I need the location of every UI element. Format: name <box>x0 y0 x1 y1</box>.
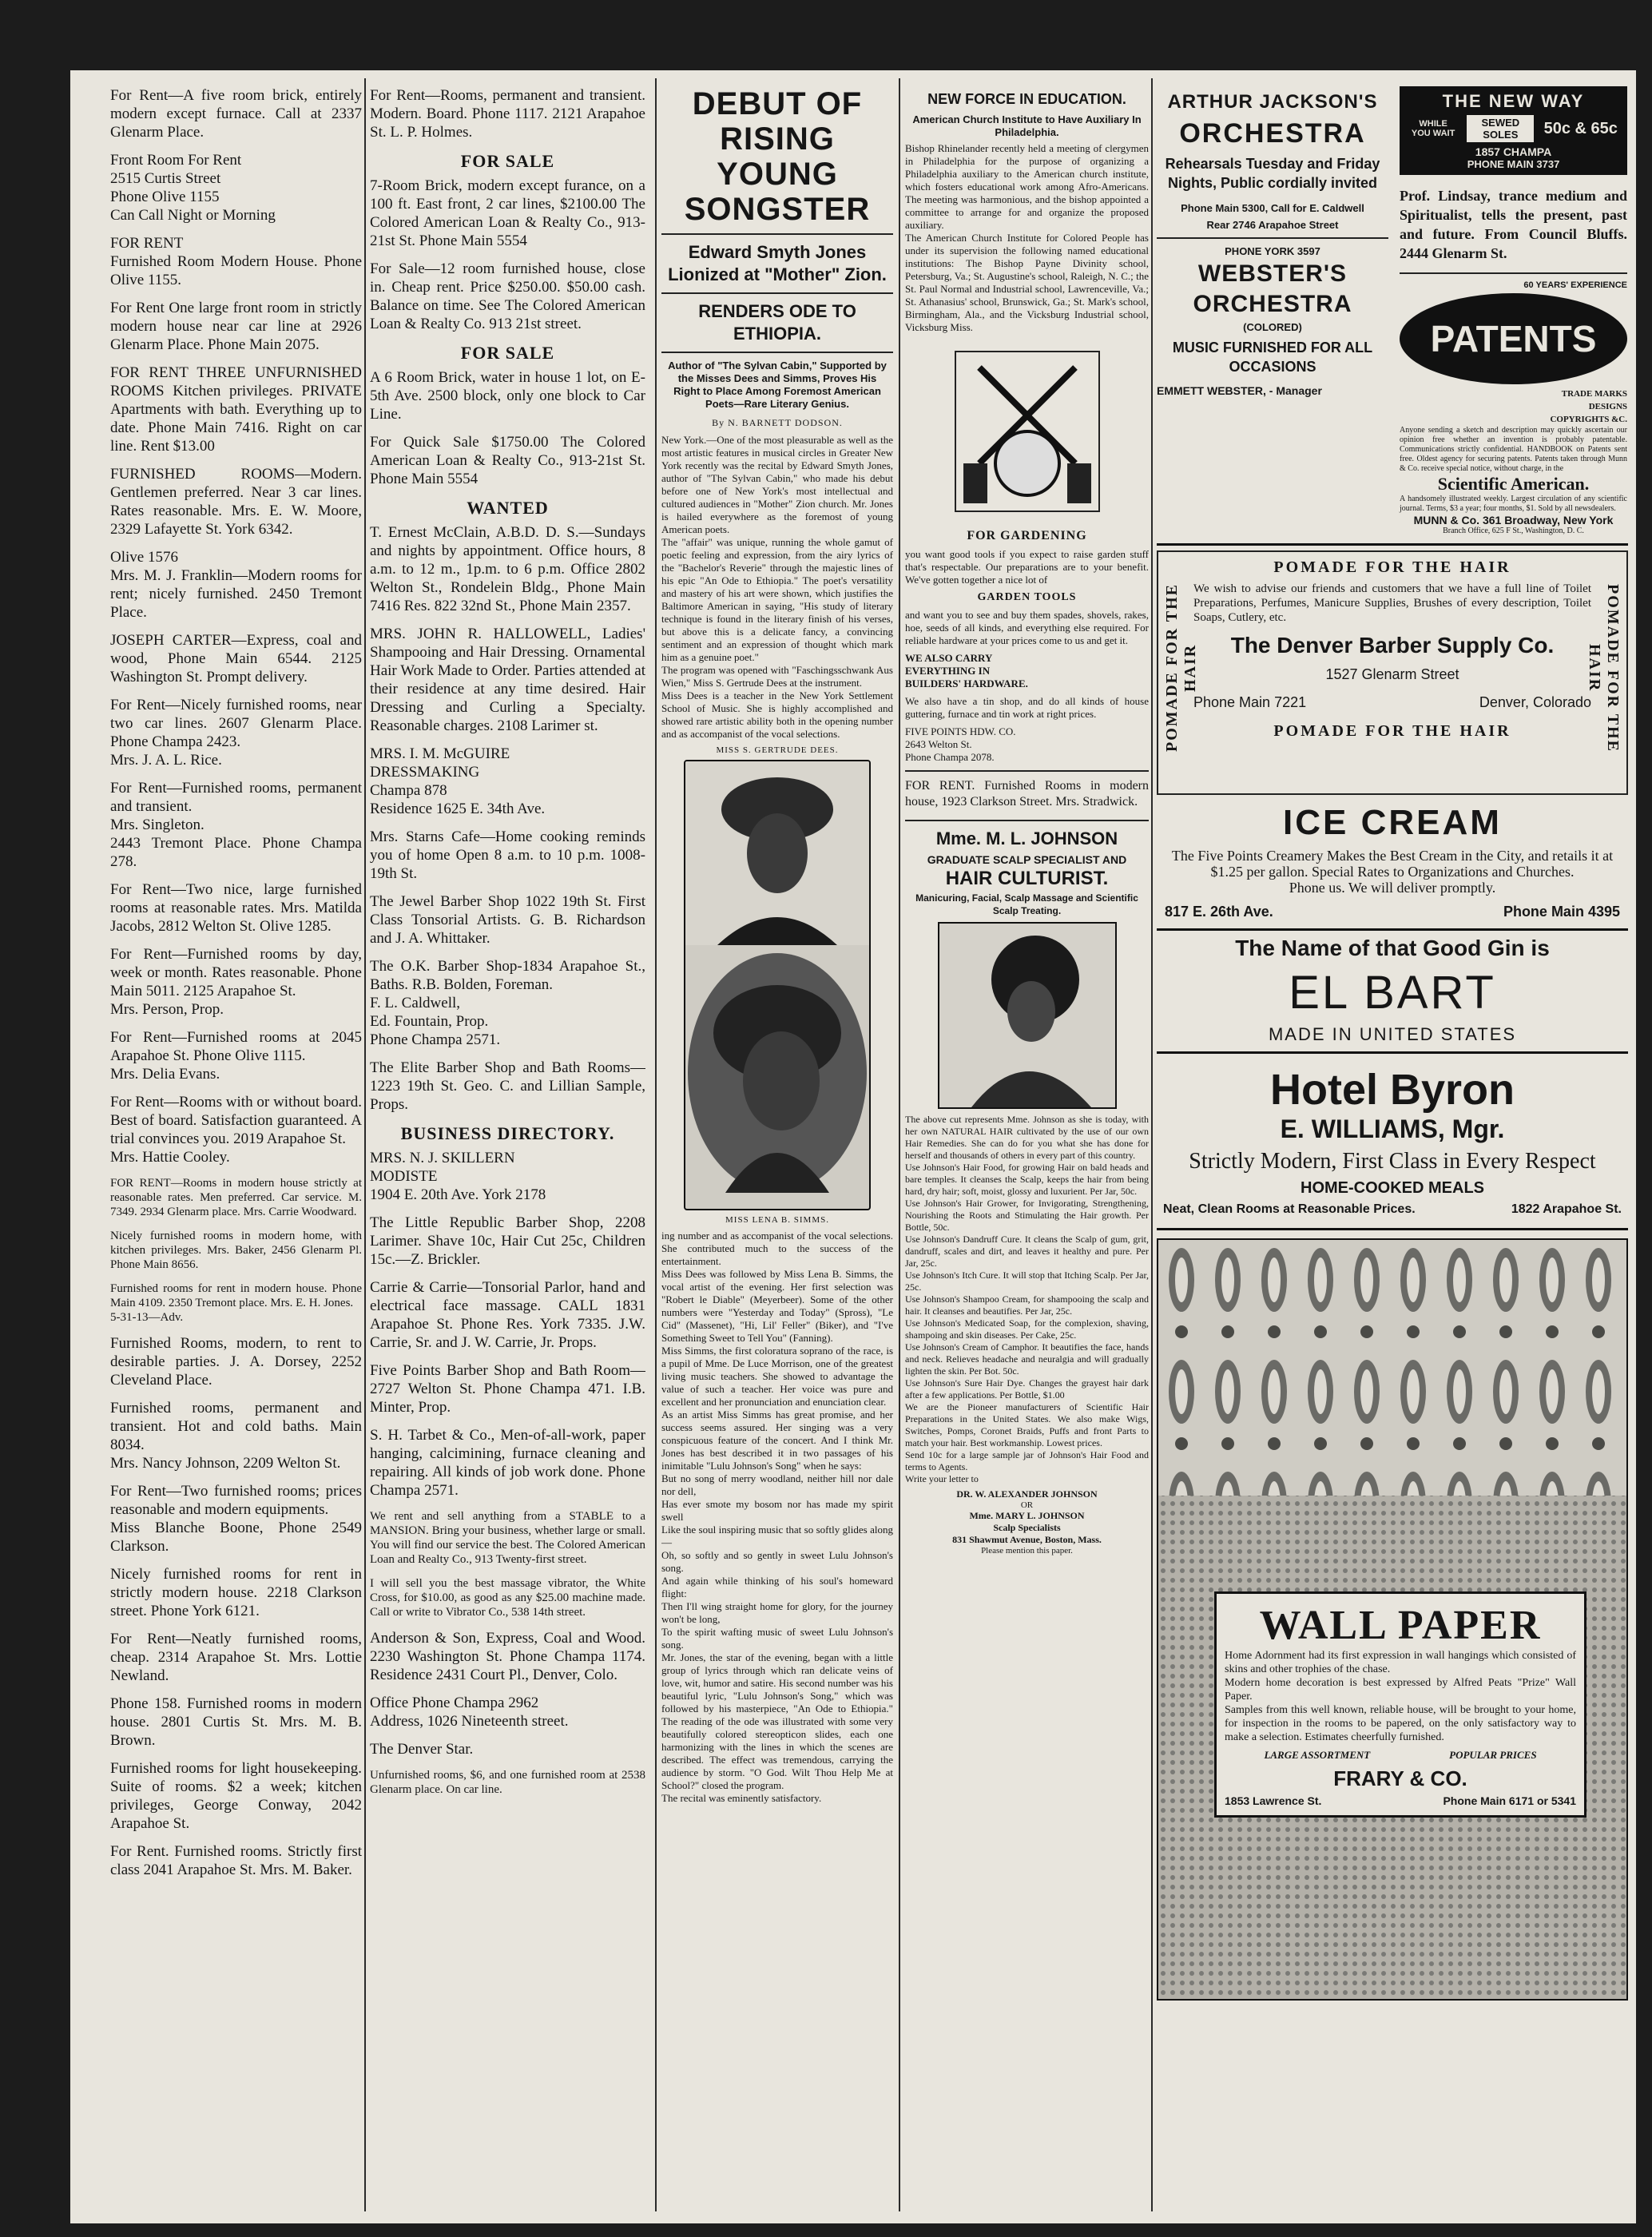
johnson-mention: Please mention this paper. <box>981 1546 1073 1556</box>
patents-marks: TRADE MARKS DESIGNS COPYRIGHTS &C. <box>1550 389 1627 424</box>
divider <box>1400 272 1627 274</box>
classified-ad: Furnished rooms, permanent and transient. Hot and cold baths. Main 8034. Mrs. Nancy Johnson, 2209 Welton St. <box>110 1400 362 1472</box>
hotel-ad <box>1157 1060 1628 1222</box>
classified-ad: For Rent—Two nice, large furnished rooms at reasonable rates. Mrs. Matilda Jacobs, 2812 Welton St. Olive 1285. <box>110 881 362 935</box>
orchestra-title: ORCHESTRA <box>1193 291 1352 317</box>
business-ad: S. H. Tarbet & Co., Men-of-all-work, paper hanging, calcimining, furnace cleaning and repairing. All kinds of job work done. Phone Champa 2571. <box>370 1427 645 1499</box>
portrait-photo <box>684 760 871 1210</box>
column-rule <box>655 78 657 2211</box>
wall-paper-assortment: LARGE ASSORTMENT <box>1264 1749 1371 1761</box>
wall-paper-ad <box>1157 1238 1628 2001</box>
patents-branch: Branch Office, 625 F St., Washington, D. C. <box>1443 526 1584 535</box>
ice-cream-address: 817 E. 26th Ave. <box>1165 904 1273 920</box>
article-headline: DEBUT OF RISING YOUNG SONGSTER <box>684 86 871 227</box>
orchestra-name: WEBSTER'S <box>1197 260 1348 287</box>
hotel-address: 1822 Arapahoe St. <box>1511 1202 1622 1216</box>
pomade-phone: Phone Main 7221 <box>1193 694 1307 710</box>
johnson-specialists: Scalp Specialists <box>993 1522 1061 1533</box>
johnson-title: HAIR CULTURIST. <box>945 868 1109 889</box>
for-sale-ad: A 6 Room Brick, water in house 1 lot, on E-5th Ave. 2500 block, only one block to Car Line. <box>370 369 645 423</box>
portrait-illustration-icon <box>939 924 1115 1107</box>
business-ad: The O.K. Barber Shop-1834 Arapahoe St., Baths. R.B. Bolden, Foreman. F. L. Caldwell, Ed. Fountain, Prop. Phone Champa 2571. <box>370 958 645 1048</box>
patents-ad <box>1400 280 1627 535</box>
classified-ad-small: FOR RENT—Rooms in modern house strictly at reasonable rates. Men preferred. Car service. M. 7349. 2934 Glenarm place. Mrs. Carrie Woodward. <box>110 1177 362 1218</box>
gin-line: The Name of that Good Gin is <box>1235 936 1550 960</box>
gin-name: EL BART <box>1289 967 1496 1019</box>
business-ad: Mrs. Starns Cafe—Home cooking reminds you of home Open 8 a.m. to 10 p.m. 1008-19th St. <box>370 828 645 882</box>
johnson-portrait <box>938 922 1117 1109</box>
new-way-wait: WHILE YOU WAIT <box>1411 119 1455 138</box>
orchestra-manager: EMMETT WEBSTER, - Manager <box>1157 384 1322 397</box>
pomade-ad <box>1157 550 1628 795</box>
patents-body: A handsomely illustrated weekly. Largest circulation of any scientific journal. Terms, $3 a year; four months, $1. Sold by all newsdealers. <box>1400 495 1627 513</box>
pomade-side-label: POMADE FOR THE HAIR <box>1586 583 1622 753</box>
gin-ad <box>1157 936 1628 1045</box>
patents-scientific-american: Scientific American. <box>1437 474 1590 494</box>
wall-paper-firm: FRARY & CO. <box>1333 1766 1467 1790</box>
garden-heading: FOR GARDENING <box>967 529 1087 542</box>
johnson-address: 831 Shawmut Avenue, Boston, Mass. <box>952 1534 1102 1545</box>
side-ads <box>1400 86 1627 535</box>
wall-paper-prices: POPULAR PRICES <box>1449 1749 1537 1761</box>
classified-ad: Nicely furnished rooms for rent in strictly modern house. 2218 Clarkson street. Phone York 6121. <box>110 1566 362 1619</box>
wall-paper-address: 1853 Lawrence St. <box>1225 1794 1322 1807</box>
column-education-ads <box>905 86 1149 2211</box>
johnson-body: The above cut represents Mme. Johnson as she is today, with her own NATURAL HAIR cultivated by the use of our own Hair Remedies. She can do for you what she has done for herself and thousands of others in every part of this country. Use Johnson's Hair Food, for growing Hair on bald heads and bare temples. It cleanses the Scalp, keeps the hair from being hard, dry hair; soft, moist, glossy and luxurient. Per Jar, 50c. Use Johnson's Hair Grower, for Invigorating, Strengthening, Nourishing the Roots and Stimulating the Hair growth. Per Bottle, 50c. Use Johnson's Dandruff Cure. It cleans the Scalp of gum, grit, dandruff, scales and dirt, and leaves it healthy and pure. Per Jar, 25c. Use Johnson's Itch Cure. It will stop that Itching Scalp. Per Jar, 25c. Use Johnson's Shampoo Cream, for shampooing the scalp and hair. It cleanses and beautifies. Per Jar, 25c. Use Johnson's Medicated Soap, for the complexion, shaving, shampoing and skin diseases. Per Cake, 25c. Use Johnson's Cream of Camphor. It beautifies the face, hands and neck. Relieves headache and neuralgia and will gradually lighten the skin. Per Bot. 50c. Use Johnson's Sure Hair Dye. Changes the grayest hair dark after a few applications. Per Bottle, $1.00 We are the Pioneer manufacturers of Scientific Hair Preparations in the United States. We also make Wigs, Switches, Pomps, Coronet Braids, Puffs and front Parts to match your hair. Best workmanship. Lowest prices. Send 10c for a large sample jar of Johnson's Hair Food and terms to Agents. Write your letter to <box>905 1114 1149 1484</box>
orchestra-address: Rear 2746 Arapahoe Street <box>1206 219 1339 231</box>
article-body: ing number and as accompanist of the vocal selections. She contributed much to the success of the entertainment. Miss Dees was followed by Miss Lena B. Simms, the vocal artist of the evening. Her first selection was "Robert le Diable" (Meyerbeer). Some of the other numbers were "Yesterday and Today" (Spross), "Le Cid" (Massenet), "Hi, Lil' Feller" (Biker), and "I've Something Sweet to Tell You" (Fanning). Miss Simms, the first coloratura soprano of the race, is a pupil of Mme. De Luce Morrison, one of the greatest living music teachers. She showed to advantage the value of such a teacher. Her voice was pure and excellent and her pronunciation and enunciation clear. As an artist Miss Simms has great promise, and her success seems assured. Her singing was a very conspicuous feature of the concert. And I think Mr. Jones has best described it in two passages of his inimitable "Lulu Johnson's Song" when he says: But no song of merry woodland, neither hill nor dale nor dell, Has ever smote my bosom nor has made my spirit swell Like the soul inspiring music that so softly glides along— Oh, so softly and so gently in sweet Lulu Johnson's song. And again while thinking of his soul's homeward flight: Then I'll wing straight home for glory, for the journey won't be long, To the spirit wafting music of sweet Lulu Johnson's song. Mr. Jones, the star of the evening, began with a little group of lyrics through which ran delicate veins of love, wit, humor and satire. His second number was his beautiful lyric, "Lulu Johnson's Song," which was followed by his masterpiece, "An Ode to Ethiopia." The reading of the ode was illustrated with some very beautifully colored stereopticon slides, each one harmonizing with the lines in which the scenes are described. The effect was tremendous, carrying the audience by storm. "O God. Wilt Thou Help Me at School?" closed the program. The recital was eminently satisfactory. <box>661 1230 893 1804</box>
classified-ad: For Rent. Furnished rooms. Strictly first class 2041 Arapahoe St. Mrs. M. Baker. <box>110 1843 362 1878</box>
business-ad: Five Points Barber Shop and Bath Room—2727 Welton St. Phone Champa 471. I.B. Minter, Prop. <box>370 1362 645 1416</box>
business-ad: The Elite Barber Shop and Bath Rooms—1223 19th St. Geo. C. and Lillian Sample, Props. <box>370 1059 645 1113</box>
business-ad: The Little Republic Barber Shop, 2208 Larimer. Shave 10c, Hair Cut 25c, Children 15c.—Z. Brickler. <box>370 1214 645 1268</box>
new-way-address: 1857 CHAMPA <box>1475 145 1552 158</box>
divider <box>661 292 893 294</box>
column-rule <box>899 78 900 2211</box>
orchestra-name: ARTHUR JACKSON'S <box>1167 91 1378 113</box>
business-ad: Office Phone Champa 2962 Address, 1026 Nineteenth street. <box>370 1695 569 1730</box>
new-way-ad <box>1400 86 1627 175</box>
ice-cream-phone: Phone Main 4395 <box>1503 904 1620 920</box>
johnson-address: DR. W. ALEXANDER JOHNSON <box>956 1488 1098 1500</box>
pomade-city: Denver, Colorado <box>1479 694 1591 710</box>
classified-ad: For Rent—Furnished rooms at 2045 Arapahoe St. Phone Olive 1115. Mrs. Delia Evans. <box>110 1029 362 1083</box>
classified-ad: For Rent—Furnished rooms by day, week or month. Rates reasonable. Phone Main 5011. 2125 Arapahoe St. Mrs. Person, Prop. <box>110 946 362 1018</box>
wall-paper-body: Home Adornment had its first expression in wall hangings which consisted of skins and other trophies of the chase. Modern home decoration is best expressed by Alfred Peats "Prize" Wall Paper. Samples from this well known, reliable house, will be brought to your home, for inspection in the rooms to be papered, on the only satisfactory way to make a selection. Estimates cheerfully furnished. <box>1225 1650 1576 1743</box>
column-rule <box>364 78 366 2211</box>
orchestra-body: MUSIC FURNISHED FOR ALL OCCASIONS <box>1172 340 1373 375</box>
classified-ad-small: We rent and sell anything from a STABLE to a MANSION. Bring your business, whether large or small. You will find our service the best. The Colored American Loan and Realty Co., 913 Twenty-first street. <box>370 1510 645 1566</box>
orchestra-phone: Phone Main 5300, Call for E. Caldwell <box>1181 202 1364 214</box>
orchestra-colored: (COLORED) <box>1243 321 1302 333</box>
wall-paper-title: WALL PAPER <box>1259 1603 1542 1648</box>
classified-ad: For Rent—Rooms with or without board. Best of board. Satisfaction guaranteed. A trial convinces you. 2019 Arapahoe St. Mrs. Hattie Cooley. <box>110 1094 362 1166</box>
lindsay-ad: Prof. Lindsay, trance medium and Spiritualist, tells the present, past and future. From Council Bluffs. 2444 Glenarm St. <box>1400 188 1627 261</box>
newspaper-page <box>70 70 1636 2223</box>
business-directory-heading: BUSINESS DIRECTORY. <box>400 1123 615 1143</box>
orchestra-body: Rehearsals Tuesday and Friday Nights, Public cordially invited <box>1165 156 1380 191</box>
classified-ad: Furnished Rooms, modern, to rent to desirable parties. J. A. Dorsey, 2252 Cleveland Place. <box>110 1335 362 1389</box>
business-ad: MRS. I. M. McGUIRE DRESSMAKING Champa 878 Residence 1625 E. 34th Ave. <box>370 745 546 817</box>
classified-ad: Phone 158. Furnished rooms in modern house. 2801 Curtis St. Mrs. M. B. Brown. <box>110 1695 362 1749</box>
column-rule <box>1151 78 1153 2211</box>
johnson-name: Mme. M. L. JOHNSON <box>935 828 1118 848</box>
patents-title: PATENTS <box>1400 293 1627 384</box>
portrait-illustration-icon <box>685 761 869 1209</box>
photo-caption: MISS LENA B. SIMMS. <box>725 1215 829 1225</box>
johnson-services: Manicuring, Facial, Scalp Massage and Scientific Scalp Treating. <box>915 892 1138 916</box>
johnson-address: OR <box>1020 1500 1034 1510</box>
orchestra-phone: PHONE YORK 3597 <box>1225 245 1320 257</box>
for-rent-ad: FOR RENT. Furnished Rooms in modern house, 1923 Clarkson Street. Mrs. Stradwick. <box>905 779 1149 809</box>
article-byline: By N. BARNETT DODSON. <box>712 417 843 428</box>
classified-ad: For Rent One large front room in strictly modern house near car line at 2926 Glenarm Place. Phone Main 2075. <box>110 300 362 353</box>
garden-tools-illustration <box>939 344 1115 519</box>
johnson-title: GRADUATE SCALP SPECIALIST AND <box>927 853 1127 866</box>
article-body: Bishop Rhinelander recently held a meeting of clergymen in Philadelphia for the purpose of organizing a Philadelphia auxiliary to the American church institute, which fosters educational work among Afro-Americans. The meeting was harmonious, and the bishop appointed a committee to arrange for and organize the proposed auxiliary. The American Church Institute for Colored People has under its supervision the following named educational institutions: The Bishop Payne Divinity school, Petersburg, Va.; St. Augustine's school, Raleigh, N. C.; the St. Paul Normal and Industrial school, Lawrenceville, Va.; St. Athanasius' school, Brunswick, Ga.; St. Mark's school, Birmingham, Ala., and the Vicksburg Industrial school, Vicksburg Miss. <box>905 142 1149 333</box>
classified-ad: For Rent—Two furnished rooms; prices reasonable and modern equipments. Miss Blanche Boone, Phone 2549 Clarkson. <box>110 1483 362 1555</box>
garden-tools-icon <box>939 344 1115 519</box>
article-subheadline: RENDERS ODE TO ETHIOPIA. <box>698 301 856 344</box>
classified-ad: JOSEPH CARTER—Express, coal and wood, Phone Main 6544. 2125 Washington St. Prompt delivery. <box>110 632 362 685</box>
business-ad: The Jewel Barber Shop 1022 19th St. First Class Tonsorial Artists. G. B. Richardson and J. A. Whittaker. <box>370 893 645 947</box>
pomade-company: The Denver Barber Supply Co. <box>1230 633 1555 658</box>
quick-sale-ad: For Quick Sale $1750.00 The Colored American Loan & Realty Co., 913-21st St. Phone Main 5554 <box>370 434 645 487</box>
ice-cream-title: ICE CREAM <box>1283 803 1502 842</box>
classified-ad-small: Unfurnished rooms, $6, and one furnished room at 2538 Glenarm place. On car line. <box>370 1769 645 1796</box>
new-way-soles: SEWED SOLES <box>1467 115 1534 142</box>
classified-ad: FOR RENT Furnished Room Modern House. Phone Olive 1155. <box>110 235 362 288</box>
new-way-phone: PHONE MAIN 3737 <box>1467 158 1560 170</box>
hotel-tagline: Strictly Modern, First Class in Every Respect <box>1189 1149 1596 1174</box>
business-ad: MRS. N. J. SKILLERN MODISTE 1904 E. 20th Ave. York 2178 <box>370 1150 546 1203</box>
divider <box>905 770 1149 772</box>
classified-ad: FURNISHED ROOMS—Modern. Gentlemen preferred. Near 3 car lines. Rates reasonable. Mrs. E. W. Moore, 2329 Lafayette St. York 6342. <box>110 466 362 538</box>
divider <box>661 233 893 235</box>
for-sale-ad: 7-Room Brick, modern except furance, on a 100 ft. East front, 2 car lines, $2100.00 The Colored American Loan & Realty Co., 913-21st St. Phone Main 5554 <box>370 177 645 249</box>
garden-tools-heading: GARDEN TOOLS <box>977 591 1077 603</box>
ice-cream-body: The Five Points Creamery Makes the Best Cream in the City, and retails it at $1.25 per gallon. Special Rates to Organizations and Churches. Phone us. We will deliver promptly. <box>1171 848 1614 896</box>
article-deck: American Church Institute to Have Auxiliary In Philadelphia. <box>912 113 1142 138</box>
classified-ad: Olive 1576 Mrs. M. J. Franklin—Modern rooms for rent; nicely furnished. 2450 Tremont Place. <box>110 549 362 621</box>
classified-ad: For Rent—Neatly furnished rooms, cheap. 2314 Arapahoe St. Mrs. Lottie Newland. <box>110 1631 362 1684</box>
hotel-meals: HOME-COOKED MEALS <box>1301 1179 1484 1197</box>
garden-body: you want good tools if you expect to raise garden stuff that's respectable. Our preparations are to your benefit. We've gotten together a nice lot of <box>905 548 1149 586</box>
classified-ad: Front Room For Rent 2515 Curtis Street Phone Olive 1155 Can Call Night or Morning <box>110 152 276 224</box>
for-sale-ad: For Sale—12 room furnished house, close in. Cheap rent. Price $250.00. $50.00 cash. Balance on time. See The Colored American Loan & Realty Co. 913 21st street. <box>370 260 645 332</box>
business-ad: MRS. JOHN R. HALLOWELL, Ladies' Shampooing and Hair Dressing. Ornamental Hair Work Made to Order. Parties attended at their residence at any time desired. Hair Dressing and Curling a Specialty. Reasonable charges. 2108 Larimer st. <box>370 626 645 734</box>
article-deck: Author of "The Sylvan Cabin," Supported by the Misses Dees and Simms, Proves His Right to Place Among Foremost American Poets—Rare Literary Genius. <box>668 360 887 410</box>
wanted-heading: WANTED <box>467 498 549 518</box>
patents-experience: 60 YEARS' EXPERIENCE <box>1523 280 1627 290</box>
divider <box>905 820 1149 821</box>
business-ad: Anderson & Son, Express, Coal and Wood. 2230 Washington St. Phone Champa 1174. Residence 2431 Court Pl., Denver, Colo. <box>370 1630 645 1683</box>
photo-caption: MISS S. GERTRUDE DEES. <box>716 745 839 755</box>
garden-carry: WE ALSO CARRY EVERYTHING IN BUILDERS' HARDWARE. <box>905 652 1028 689</box>
hotel-clean: Neat, Clean Rooms at Reasonable Prices. <box>1163 1202 1416 1216</box>
wall-paper-phone: Phone Main 6171 or 5341 <box>1443 1794 1576 1807</box>
hotel-name: Hotel Byron <box>1269 1066 1515 1114</box>
column-classifieds-1 <box>70 86 362 2211</box>
wall-paper-panel <box>1214 1591 1586 1818</box>
article-body: New York.—One of the most pleasurable as well as the most artistic features in musical circles in Greater New York recently was the recital by Edward Smyth Jones, author of "The Sylvan Cabin," who made his debut before one of New York's most intellectual and cultured audiences in "Mother" Zion church. Mr. Jones is hailed everywhere as the foremost of young American poets. The "affair" was unique, running the whole gamut of poetic feeling and expression, from the airy lyrics of the "Bachelor's Reverie" through the majestic lines of his epic "An Ode to Ethiopia." The poet's versatility and mastery of his art were shown, which justifies the Baltimore American in saying, "His study of literary technique is found in the literary finish of his verses, but above this is a delicate fancy, a convincing sentiment and an expression of thought which mark him as a genuine poet." The program was opened with "Faschingsschwank Aus Wien," Miss S. Gertrude Dees at the instrument. Miss Dees is a teacher in the New York Settlement School of Music. She is highly accomplished and showed rare artistic ability both in the opening number and as accompanist of the vocal selections. <box>661 434 893 740</box>
classified-ad: For Rent—A five room brick, entirely modern except furnace. Call at 2337 Glenarm Place. <box>110 87 362 141</box>
classified-ad: Furnished rooms for light housekeeping. Suite of rooms. $2 a week; kitchen privileges, George Conway, 2042 Arapahoe St. <box>110 1760 362 1832</box>
pomade-heading: POMADE FOR THE HAIR <box>1273 722 1511 740</box>
column-display-ads <box>1157 86 1628 2211</box>
business-ad: Carrie & Carrie—Tonsorial Parlor, hand and electrical face massage. CALL 1831 Arapahoe St. Phone Res. York 7335. J.W. Carrie, Sr. and J. W. Carrie, Jr. Props. <box>370 1279 645 1351</box>
business-ad: The Denver Star. <box>370 1741 474 1758</box>
gin-made: MADE IN UNITED STATES <box>1268 1024 1517 1044</box>
patents-munn: MUNN & Co. 361 Broadway, New York <box>1413 514 1614 526</box>
divider <box>1157 237 1388 239</box>
classified-ad: FOR RENT THREE UNFURNISHED ROOMS Kitchen privileges. PRIVATE Apartments with bath. Everything up to date. Phone Main 7416. Right on car line. Rent $13.00 <box>110 364 362 455</box>
classified-ad-small: Furnished rooms for rent in modern house. Phone Main 4109. 2350 Tremont place. Mrs. E. H. Jones. 5-31-13—Adv. <box>110 1282 362 1324</box>
johnson-address: Mme. MARY L. JOHNSON <box>969 1510 1085 1521</box>
orchestra-title: ORCHESTRA <box>1179 118 1366 149</box>
classified-ad: For Rent—Nicely furnished rooms, near two car lines. 2607 Glenarm Place. Phone Champa 2423. Mrs. J. A. L. Rice. <box>110 697 362 769</box>
garden-body: We also have a tin shop, and do all kinds of house guttering, furnace and tin work at right prices. <box>905 695 1149 720</box>
column-article-debut <box>661 86 893 2211</box>
business-ad: T. Ernest McClain, A.B.D. D. S.—Sundays and nights by appointment. Office hours, 8 a.m. to 12 m., 1p.m. to 6 p.m. Office 2802 Welton St., Rondelein Bldg., Phone Main 7416 Res. 822 32nd St., Phone Main 2357. <box>370 524 645 614</box>
article-headline: NEW FORCE IN EDUCATION. <box>927 91 1126 107</box>
hotel-manager: E. WILLIAMS, Mgr. <box>1280 1115 1505 1143</box>
patents-body: Anyone sending a sketch and description may quickly ascertain our opinion free whether an invention is probably patentable. Communications strictly confidential. HANDBOOK on Patents sent free. Oldest agency for securing patents. Patents taken through Munn & Co. receive special notice, without charge, in the <box>1400 426 1627 473</box>
for-sale-heading: FOR SALE <box>460 151 555 171</box>
pomade-body: We wish to advise our friends and customers that we have a full line of Toilet Preparations, Perfumes, Manicure Supplies, Brushes of every description, Toilet Soaps, Cutlery, etc. <box>1193 582 1591 624</box>
pomade-address: 1527 Glenarm Street <box>1325 666 1459 682</box>
orchestra-ads <box>1157 86 1388 535</box>
pomade-heading: POMADE FOR THE HAIR <box>1273 558 1511 576</box>
article-subheadline: Edward Smyth Jones Lionized at "Mother" Zion. <box>668 242 887 284</box>
new-way-title: THE NEW WAY <box>1442 91 1585 111</box>
divider <box>661 352 893 353</box>
classified-ad: For Rent—Rooms, permanent and transient. Modern. Board. Phone 1117. 2121 Arapahoe St. L. P. Holmes. <box>370 87 645 141</box>
classified-ad-small: I will sell you the best massage vibrator, the White Cross, for $10.00, as good as any $25.00 machine made. Call or write to Vibrator Co., 538 14th street. <box>370 1577 645 1619</box>
garden-signature: FIVE POINTS HDW. CO. 2643 Welton St. Phone Champa 2078. <box>905 725 1016 763</box>
ice-cream-ad <box>1157 803 1628 920</box>
classified-ad: For Rent—Furnished rooms, permanent and transient. Mrs. Singleton. 2443 Tremont Place. Phone Champa 278. <box>110 780 362 870</box>
classified-ad-small: Nicely furnished rooms in modern home, with kitchen privileges. Mrs. Baker, 2456 Glenarm Pl. Phone Main 8656. <box>110 1230 362 1271</box>
column-classifieds-2 <box>370 86 645 2211</box>
new-way-price: 50c & 65c <box>1543 119 1618 137</box>
pomade-side-label: POMADE FOR THE HAIR <box>1163 583 1199 753</box>
garden-body: and want you to see and buy them spades, shovels, rakes, hoe, seeds of all kinds, and everything else required. For reliable hardware at your prices come to us and get it. <box>905 609 1149 646</box>
for-sale-heading: FOR SALE <box>460 343 555 363</box>
